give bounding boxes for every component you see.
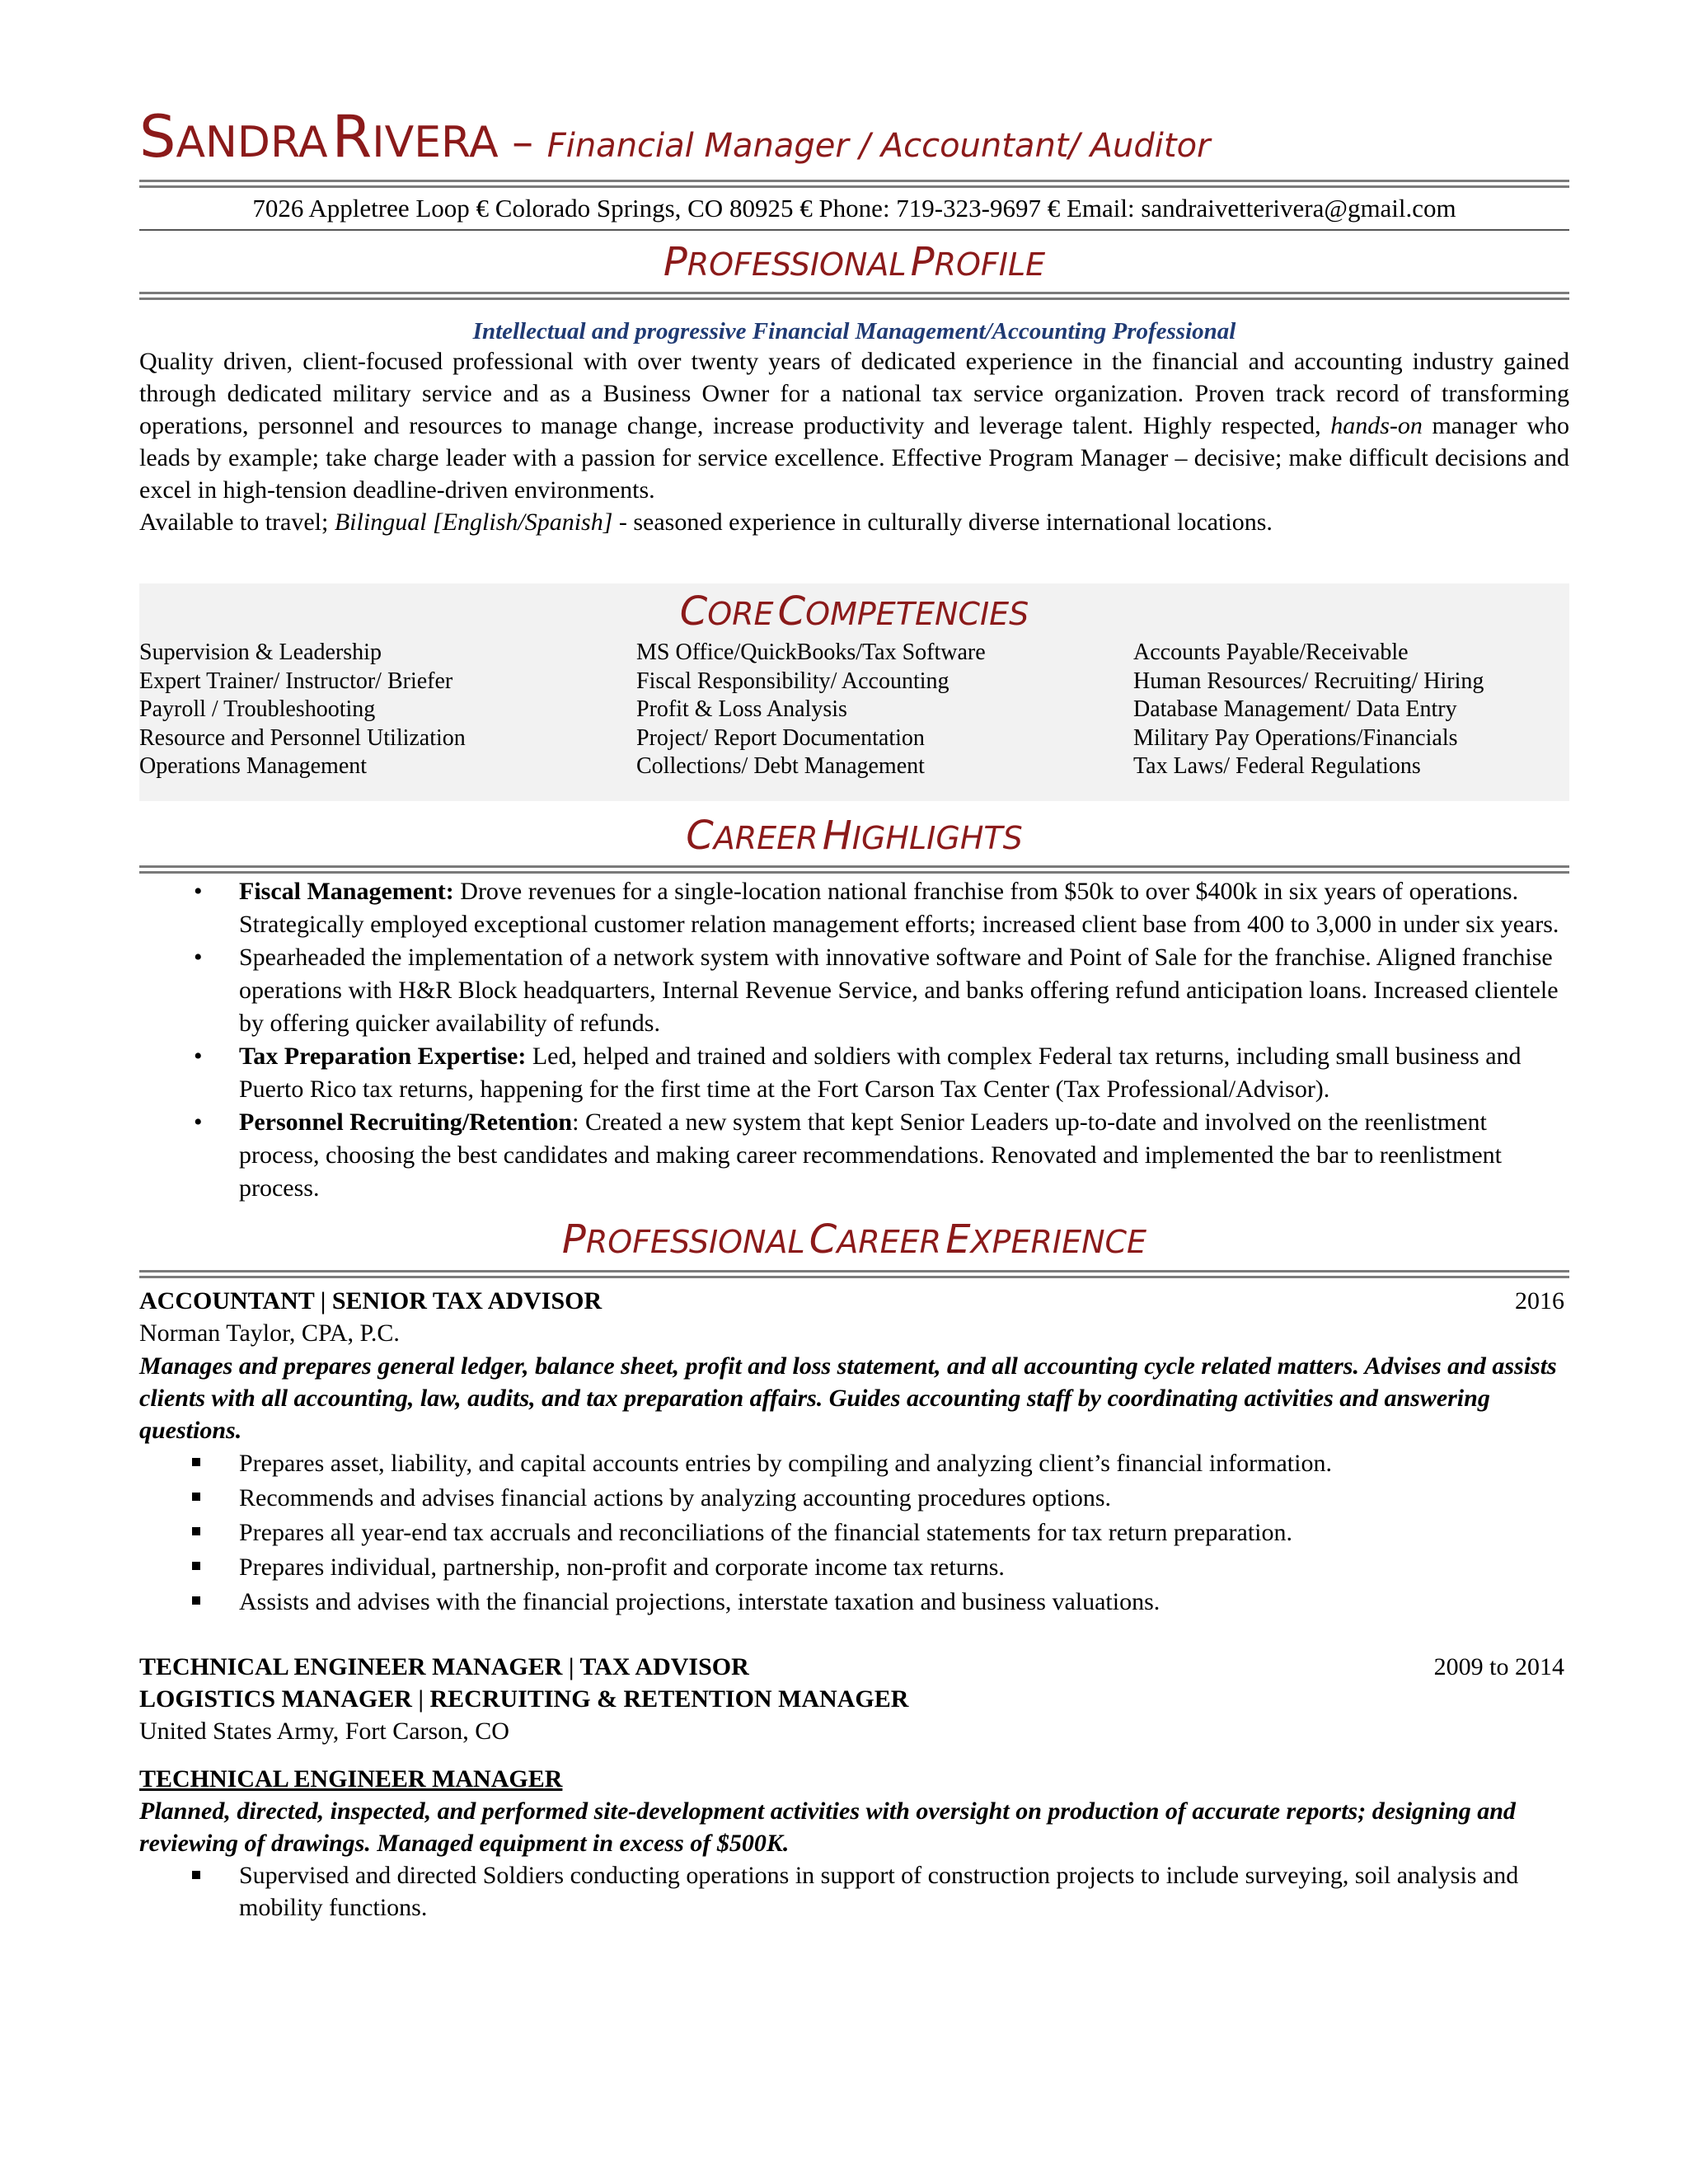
competencies-grid — [139, 639, 1569, 781]
duty-text: Assists and advises with the financial projections, interstate taxation and business valuations. — [239, 1588, 1160, 1616]
duty-text: Prepares asset, liability, and capital accounts entries by compiling and analyzing client’s financial information. — [239, 1450, 1332, 1478]
experience-title-a-rest: ROFESSIONAL — [585, 1224, 805, 1261]
duty-text: Prepares individual, partnership, non-profit and corporate income tax returns. — [239, 1554, 1005, 1582]
profile-title-a-initial: P — [663, 238, 687, 285]
job-subheading: TECHNICAL ENGINEER MANAGER — [139, 1765, 563, 1793]
profile-title-b-rest: ROFILE — [934, 246, 1046, 283]
job-entry-2 — [139, 1651, 1569, 1924]
highlight-item — [139, 941, 1569, 1040]
name-first-rest: ANDRA — [176, 118, 328, 167]
job-title: ACCOUNTANT | SENIOR TAX ADVISOR — [139, 1287, 603, 1315]
bullet-icon: • — [194, 944, 203, 972]
job-duties — [139, 1446, 1569, 1619]
highlights-title-a-rest: AREER — [713, 819, 818, 856]
duty-item — [139, 1859, 1569, 1924]
highlight-text: Led, helped and trained and soldiers with complex Federal tax returns, including small business and Puerto Rico tax returns, happening for the first time at the Fort Carson Tax Center (Tax Professional/Advisor). — [239, 1043, 1522, 1104]
name-first-initial: S — [139, 103, 176, 171]
competencies-title-a-initial: C — [679, 588, 708, 635]
highlights-title-b-rest: IGHLIGHTS — [851, 819, 1023, 856]
job-summary: Planned, directed, inspected, and performed site-development activities with oversight on production of accurate reports; designing and reviewing of drawings. Managed equipment in excess of $500K. — [139, 1797, 1516, 1858]
highlights-title-a-initial: C — [686, 812, 714, 859]
competency-item: Profit & Loss Analysis — [636, 696, 847, 723]
experience-title-b-initial: C — [809, 1216, 837, 1263]
profile-paragraph — [139, 345, 1569, 506]
job-company: Norman Taylor, CPA, P.C. — [139, 1319, 400, 1347]
competency-item: Accounts Payable/Receivable — [1133, 640, 1409, 666]
name-last-rest: IVERA — [372, 118, 499, 167]
highlights-title — [139, 814, 1569, 858]
competencies-box — [139, 583, 1569, 800]
competencies-column-2 — [636, 639, 1133, 781]
highlights-list — [139, 875, 1569, 1205]
competencies-title — [139, 590, 1569, 634]
header-rule — [139, 180, 1569, 188]
job-title: TECHNICAL ENGINEER MANAGER | TAX ADVISOR — [139, 1653, 749, 1681]
profile-emphasis-2: Bilingual [English/Spanish] — [334, 509, 613, 537]
competency-item: MS Office/QuickBooks/Tax Software — [636, 640, 986, 666]
job-years: 2009 to 2014 — [1433, 1653, 1564, 1681]
highlight-item — [139, 875, 1569, 941]
competencies-column-1 — [139, 639, 636, 781]
competency-item: Collections/ Debt Management — [636, 753, 925, 780]
duty-item — [139, 1481, 1569, 1516]
name-header — [139, 103, 1569, 171]
highlight-label: Personnel Recruiting/Retention — [239, 1108, 573, 1137]
experience-title — [139, 1218, 1569, 1262]
job-title-secondary: LOGISTICS MANAGER | RECRUITING & RETENTION MANAGER — [139, 1685, 909, 1713]
highlight-text: Spearheaded the implementation of a network system with innovative software and Point of Sale for the franchise. Aligned franchise operations with H&R Block headquarters, Internal Revenue Service, and banks offering refund anticipation loans. Increased clientele by offering quicker availability of refunds. — [239, 944, 1559, 1038]
square-bullet-icon — [192, 1493, 200, 1501]
competencies-title-a-rest: ORE — [707, 596, 774, 633]
profile-text-4: - seasoned experience in culturally diverse international locations. — [612, 509, 1273, 537]
duty-text: Prepares all year-end tax accruals and reconciliations of the financial statements for tax return preparation. — [239, 1519, 1293, 1547]
square-bullet-icon — [192, 1527, 200, 1535]
job-duties — [139, 1859, 1569, 1924]
contact-rule — [139, 229, 1569, 231]
highlight-label: Tax Preparation Expertise: — [239, 1043, 527, 1071]
bullet-icon: • — [194, 878, 203, 906]
highlights-title-b-initial: H — [822, 812, 852, 859]
competency-item: Human Resources/ Recruiting/ Hiring — [1133, 668, 1484, 694]
highlight-text: Drove revenues for a single-location national franchise from $50k to over $400k in six years of operations. Strategically employed exceptional customer relation management efforts; increased client base from 400 to 3,000 in under six years. — [239, 878, 1559, 939]
contact-line: 7026 Appletree Loop € Colorado Springs, CO 80925 € Phone: 719-323-9697 € Email: sandraivetterivera@gmail.com — [252, 193, 1456, 223]
square-bullet-icon — [192, 1458, 200, 1466]
competencies-title-b-rest: OMPETENCIES — [805, 596, 1029, 633]
profile-title — [139, 238, 1569, 285]
name-last-initial: R — [331, 103, 373, 171]
highlight-label: Fiscal Management: — [239, 878, 454, 906]
competency-item: Payroll / Troubleshooting — [139, 696, 376, 723]
square-bullet-icon — [192, 1871, 200, 1879]
bullet-icon: • — [194, 1043, 203, 1071]
competency-item: Operations Management — [139, 753, 368, 780]
profile-paragraph-2 — [139, 506, 1569, 538]
job-entry-1 — [139, 1285, 1569, 1619]
duty-text: Supervised and directed Soldiers conducting operations in support of construction projects to include surveying, soil analysis and mobility functions. — [239, 1862, 1519, 1922]
bullet-icon: • — [194, 1108, 203, 1137]
name-tagline: Financial Manager / Accountant/ Auditor — [546, 127, 1211, 165]
competency-item: Project/ Report Documentation — [636, 724, 925, 751]
profile-intro: Intellectual and progressive Financial Management/Accounting Professional — [472, 318, 1236, 345]
duty-item — [139, 1446, 1569, 1481]
competency-item: Expert Trainer/ Instructor/ Briefer — [139, 668, 453, 694]
competency-item: Database Management/ Data Entry — [1133, 696, 1457, 723]
competencies-column-3 — [1133, 639, 1569, 781]
experience-title-b-rest: AREER — [837, 1224, 942, 1261]
highlights-rule — [139, 865, 1569, 874]
profile-emphasis-1: hands-on — [1330, 412, 1423, 440]
job-year: 2016 — [1515, 1287, 1564, 1315]
competency-item: Resource and Personnel Utilization — [139, 724, 466, 751]
duty-text: Recommends and advises financial actions by analyzing accounting procedures options. — [239, 1484, 1112, 1512]
experience-title-c-initial: E — [945, 1216, 971, 1263]
competency-item: Supervision & Leadership — [139, 640, 382, 666]
experience-title-c-rest: XPERIENCE — [970, 1224, 1147, 1261]
job-header — [139, 1651, 1569, 1683]
competency-item: Military Pay Operations/Financials — [1133, 724, 1458, 751]
square-bullet-icon — [192, 1562, 200, 1570]
resume-content — [139, 103, 1569, 1924]
profile-title-b-initial: P — [910, 238, 935, 285]
square-bullet-icon — [192, 1596, 200, 1605]
experience-title-a-initial: P — [561, 1216, 586, 1263]
highlight-text: : Created a new system that kept Senior Leaders up-to-date and involved on the reenlistment process, choosing the best candidates and making career recommendations. Renovated and implemented the bar to reenlistment process. — [239, 1108, 1502, 1202]
profile-text-3: Available to travel; — [139, 509, 335, 537]
profile-title-a-rest: ROFESSIONAL — [687, 246, 907, 283]
name-separator: – — [498, 118, 547, 167]
job-header — [139, 1285, 1569, 1317]
profile-text-2: manager who leads by example; take charge leader with a passion for service excellence. Effective Program Manager – decisive; make difficult decisions and excel in high-tension deadline-driven environments. — [139, 412, 1569, 504]
highlight-item — [139, 1106, 1569, 1205]
highlight-item — [139, 1040, 1569, 1106]
experience-rule — [139, 1270, 1569, 1278]
profile-text-1: Quality driven, client-focused professional with over twenty years of dedicated experience in the financial and accounting industry gained through dedicated military service and as a Business Owner for a national tax service organization. Proven track record of transforming operations, personnel and resources to manage change, increase productivity and leverage talent. Highly respected, — [139, 348, 1569, 440]
job-summary: Manages and prepares general ledger, balance sheet, profit and loss statement, and all accounting cycle related matters. Advises and assists clients with all accounting, law, audits, and tax preparation affairs. Guides accounting staff by coordinating activities and answering questions. — [139, 1352, 1557, 1445]
job-company: United States Army, Fort Carson, CO — [139, 1718, 509, 1746]
competencies-title-b-initial: C — [777, 588, 806, 635]
duty-item — [139, 1550, 1569, 1585]
competency-item: Fiscal Responsibility/ Accounting — [636, 668, 950, 694]
profile-rule — [139, 292, 1569, 300]
duty-item — [139, 1516, 1569, 1550]
competency-item: Tax Laws/ Federal Regulations — [1133, 753, 1421, 780]
duty-item — [139, 1585, 1569, 1619]
